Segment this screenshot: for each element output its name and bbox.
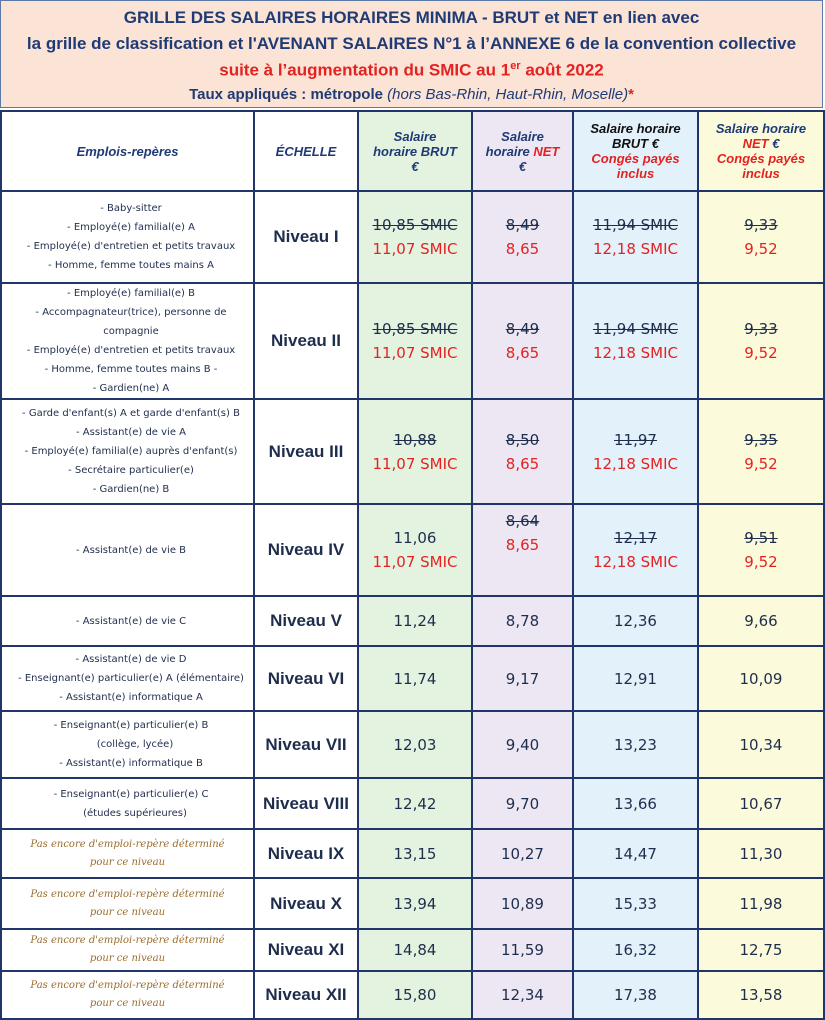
column-header-emplois: Emplois-repères xyxy=(1,111,254,191)
new-value: 8,65 xyxy=(505,344,540,362)
niveau-cell: Niveau XI xyxy=(254,929,358,971)
list-item: - Assistant(e) informatique A xyxy=(9,688,253,707)
brut-cell: 11,24 xyxy=(358,596,472,646)
new-value: 9,52 xyxy=(744,344,778,362)
net-cell: 10,89 xyxy=(472,878,573,929)
new-value: 11,07 SMIC xyxy=(372,454,458,473)
table-row xyxy=(1,596,824,646)
net-header-l1: Salaire xyxy=(501,128,544,144)
niveau-cell: Niveau VI xyxy=(254,646,358,711)
list-item: - Enseignant(e) particulier(e) B xyxy=(9,716,253,735)
new-value: 12,18 SMIC xyxy=(592,553,679,571)
net-cell xyxy=(472,399,573,504)
header-rates-exclusion: (hors Bas-Rhin, Haut-Rhin, Moselle) xyxy=(387,86,629,103)
emplois-cell xyxy=(1,929,254,971)
header-line-3-superscript: er xyxy=(510,60,521,72)
salary-table xyxy=(0,110,825,1020)
conges-brut-cell: 13,66 xyxy=(573,778,698,829)
header-rates-asterisk: * xyxy=(628,86,634,103)
base-value: 11,06 xyxy=(393,529,437,547)
no-emploi-note: pour ce niveau xyxy=(89,906,166,918)
emplois-cell xyxy=(1,504,254,596)
table-row xyxy=(1,646,824,711)
list-item: - Employé(e) familial(e) B xyxy=(9,284,253,303)
emplois-cell xyxy=(1,878,254,929)
old-value: 9,33 xyxy=(744,216,778,234)
no-emploi-note: pour ce niveau xyxy=(89,953,166,964)
cbrut-header-l1: Salaire horaire xyxy=(590,121,681,136)
table-row xyxy=(1,283,824,399)
table-row xyxy=(1,829,824,878)
brut-cell xyxy=(358,504,472,596)
list-item: - Accompagnateur(trice), personne de compagnie xyxy=(9,303,253,341)
emplois-cell xyxy=(1,971,254,1019)
conges-brut-cell: 12,36 xyxy=(573,596,698,646)
new-value: 9,52 xyxy=(744,454,778,473)
list-item: - Baby-sitter xyxy=(9,199,253,218)
net-cell: 11,59 xyxy=(472,929,573,971)
cnet-header-red: Congés payés inclus xyxy=(716,151,806,181)
new-value: 8,65 xyxy=(505,454,540,473)
niveau-cell: Niveau I xyxy=(254,191,358,283)
niveau-cell: Niveau IV xyxy=(254,504,358,596)
old-value: 8,50 xyxy=(505,430,540,449)
list-item: - Assistant(e) de vie B xyxy=(9,541,253,560)
table-row xyxy=(1,878,824,929)
new-value: 8,65 xyxy=(505,240,540,258)
net-header-l2 xyxy=(473,144,572,159)
column-header-brut xyxy=(358,111,472,191)
table-row xyxy=(1,778,824,829)
emplois-cell xyxy=(1,646,254,711)
no-emploi-note: pour ce niveau xyxy=(89,856,166,868)
conges-net-cell xyxy=(698,191,824,283)
list-item: - Assistant(e) de vie C xyxy=(9,612,253,631)
list-item-continuation: (études supérieures) xyxy=(83,807,187,819)
cnet-header-l2-red: NET xyxy=(742,136,769,151)
table-row xyxy=(1,929,824,971)
conges-brut-cell: 15,33 xyxy=(573,878,698,929)
old-value: 9,35 xyxy=(744,430,778,449)
old-value: 8,49 xyxy=(505,216,540,234)
conges-brut-cell: 14,47 xyxy=(573,829,698,878)
conges-brut-cell xyxy=(573,399,698,504)
header-line-3-main: suite à l’augmentation du SMIC au 1 xyxy=(219,60,511,80)
old-value: 8,49 xyxy=(505,320,540,338)
list-item: - Employé(e) d'entretien et petits travaux xyxy=(9,341,253,360)
net-cell xyxy=(472,504,573,596)
table-row xyxy=(1,191,824,283)
list-item: - Gardien(ne) B xyxy=(9,480,253,499)
net-cell: 10,27 xyxy=(472,829,573,878)
new-value: 12,18 SMIC xyxy=(592,240,679,258)
cbrut-header-l2: BRUT € xyxy=(612,136,659,151)
niveau-cell: Niveau III xyxy=(254,399,358,504)
column-header-conges-net xyxy=(698,111,824,191)
emplois-cell xyxy=(1,191,254,283)
list-item: - Assistant(e) de vie D xyxy=(9,650,253,669)
table-row xyxy=(1,504,824,596)
cnet-header-l2-text: € xyxy=(768,136,780,151)
list-item: - Employé(e) familial(e) auprès d'enfant(s) xyxy=(9,442,253,461)
new-value: 11,07 SMIC xyxy=(372,240,458,258)
conges-net-cell: 11,98 xyxy=(698,878,824,929)
header-title-line-1: GRILLE DES SALAIRES HORAIRES MINIMA - BRUT et NET en lien avec xyxy=(123,8,700,27)
brut-cell: 13,94 xyxy=(358,878,472,929)
new-value: 8,65 xyxy=(505,536,540,554)
header-rates-line xyxy=(1,86,822,103)
brut-cell xyxy=(358,399,472,504)
brut-cell: 11,74 xyxy=(358,646,472,711)
table-header-row xyxy=(1,111,824,191)
list-item: - Gardien(ne) A xyxy=(9,379,253,398)
new-value: 12,18 SMIC xyxy=(592,454,679,473)
conges-net-cell: 12,75 xyxy=(698,929,824,971)
net-cell: 9,17 xyxy=(472,646,573,711)
brut-header-l3: € xyxy=(411,158,419,174)
old-value: 12,17 xyxy=(614,529,657,547)
list-item: - Assistant(e) informatique B xyxy=(9,754,253,773)
column-header-net xyxy=(472,111,573,191)
list-item: - Employé(e) familial(e) A xyxy=(9,218,253,237)
conges-net-cell xyxy=(698,283,824,399)
old-value: 10,88 xyxy=(393,430,437,449)
niveau-cell: Niveau IX xyxy=(254,829,358,878)
conges-net-cell: 10,34 xyxy=(698,711,824,778)
list-item: - Homme, femme toutes mains A xyxy=(9,256,253,275)
list-item: - Garde d'enfant(s) A et garde d'enfant(s) B xyxy=(9,404,253,423)
emplois-cell xyxy=(1,283,254,399)
old-value: 9,51 xyxy=(744,529,778,547)
emplois-cell xyxy=(1,778,254,829)
conges-net-cell: 10,67 xyxy=(698,778,824,829)
list-item: - Homme, femme toutes mains B - xyxy=(9,360,253,379)
conges-brut-cell: 13,23 xyxy=(573,711,698,778)
brut-header-l1: Salaire xyxy=(393,128,437,144)
conges-net-cell xyxy=(698,504,824,596)
new-value: 9,52 xyxy=(744,553,778,571)
no-emploi-note: Pas encore d'emploi-repère déterminé xyxy=(30,980,225,991)
old-value: 10,85 SMIC xyxy=(372,216,458,234)
conges-brut-cell: 16,32 xyxy=(573,929,698,971)
net-header-l2-red: NET xyxy=(533,143,560,159)
old-value: 11,97 xyxy=(614,430,657,449)
net-cell xyxy=(472,283,573,399)
net-cell: 12,34 xyxy=(472,971,573,1019)
net-cell: 9,70 xyxy=(472,778,573,829)
old-value: 10,85 SMIC xyxy=(372,320,458,338)
emplois-cell xyxy=(1,596,254,646)
old-value: 11,94 SMIC xyxy=(592,320,679,338)
old-value: 8,64 xyxy=(505,512,540,530)
brut-cell: 13,15 xyxy=(358,829,472,878)
conges-brut-cell: 17,38 xyxy=(573,971,698,1019)
new-value: 9,52 xyxy=(744,240,778,258)
emplois-cell xyxy=(1,399,254,504)
brut-cell xyxy=(358,191,472,283)
list-item: - Employé(e) d'entretien et petits travaux xyxy=(9,237,253,256)
old-value: 9,33 xyxy=(744,320,778,338)
brut-cell xyxy=(358,283,472,399)
niveau-cell: Niveau VII xyxy=(254,711,358,778)
list-item-continuation: (collège, lycée) xyxy=(96,739,174,750)
list-item: - Secrétaire particulier(e) xyxy=(9,461,253,480)
niveau-cell: Niveau II xyxy=(254,283,358,399)
conges-brut-cell: 12,91 xyxy=(573,646,698,711)
conges-net-cell: 11,30 xyxy=(698,829,824,878)
document-header xyxy=(0,0,823,108)
conges-brut-cell xyxy=(573,504,698,596)
emplois-cell xyxy=(1,711,254,778)
header-line-3-end: août 2022 xyxy=(520,60,604,80)
header-title-line-3 xyxy=(1,60,822,81)
column-header-echelle: ÉCHELLE xyxy=(254,111,358,191)
column-header-conges-brut xyxy=(573,111,698,191)
brut-cell: 15,80 xyxy=(358,971,472,1019)
list-item: - Assistant(e) de vie A xyxy=(9,423,253,442)
brut-header-l2: horaire BRUT xyxy=(373,143,457,159)
no-emploi-note: Pas encore d'emploi-repère déterminé xyxy=(30,838,225,850)
no-emploi-note: Pas encore d'emploi-repère déterminé xyxy=(30,935,225,946)
table-row xyxy=(1,711,824,778)
net-header-l2-text: horaire xyxy=(485,143,534,159)
no-emploi-note: Pas encore d'emploi-repère déterminé xyxy=(30,888,225,900)
net-cell xyxy=(472,191,573,283)
conges-net-cell: 10,09 xyxy=(698,646,824,711)
niveau-cell: Niveau XII xyxy=(254,971,358,1019)
conges-brut-cell xyxy=(573,283,698,399)
net-cell: 8,78 xyxy=(472,596,573,646)
cnet-header-l2 xyxy=(699,136,823,151)
table-row xyxy=(1,971,824,1019)
emplois-cell xyxy=(1,829,254,878)
old-value: 11,94 SMIC xyxy=(592,216,679,234)
new-value: 11,07 SMIC xyxy=(372,344,458,362)
niveau-cell: Niveau VIII xyxy=(254,778,358,829)
list-item: - Enseignant(e) particulier(e) A (élémentaire) xyxy=(9,669,253,688)
new-value: 11,07 SMIC xyxy=(372,553,458,571)
table-row xyxy=(1,399,824,504)
cbrut-header-red: Congés payés inclus xyxy=(591,151,680,181)
conges-net-cell: 13,58 xyxy=(698,971,824,1019)
new-value: 12,18 SMIC xyxy=(592,344,679,362)
conges-net-cell: 9,66 xyxy=(698,596,824,646)
cnet-header-l1: Salaire horaire xyxy=(715,121,807,136)
brut-cell: 12,03 xyxy=(358,711,472,778)
niveau-cell: Niveau X xyxy=(254,878,358,929)
niveau-cell: Niveau V xyxy=(254,596,358,646)
list-item: - Enseignant(e) particulier(e) C xyxy=(9,785,253,804)
no-emploi-note: pour ce niveau xyxy=(89,998,166,1009)
header-title-line-2: la grille de classification et l'AVENANT SALAIRES N°1 à l’ANNEXE 6 de la convention collective xyxy=(26,34,797,53)
brut-cell: 12,42 xyxy=(358,778,472,829)
conges-net-cell xyxy=(698,399,824,504)
net-header-l3: € xyxy=(518,158,527,174)
net-cell: 9,40 xyxy=(472,711,573,778)
header-rates-bold: Taux appliqués : métropole xyxy=(189,86,388,103)
brut-cell: 14,84 xyxy=(358,929,472,971)
conges-brut-cell xyxy=(573,191,698,283)
